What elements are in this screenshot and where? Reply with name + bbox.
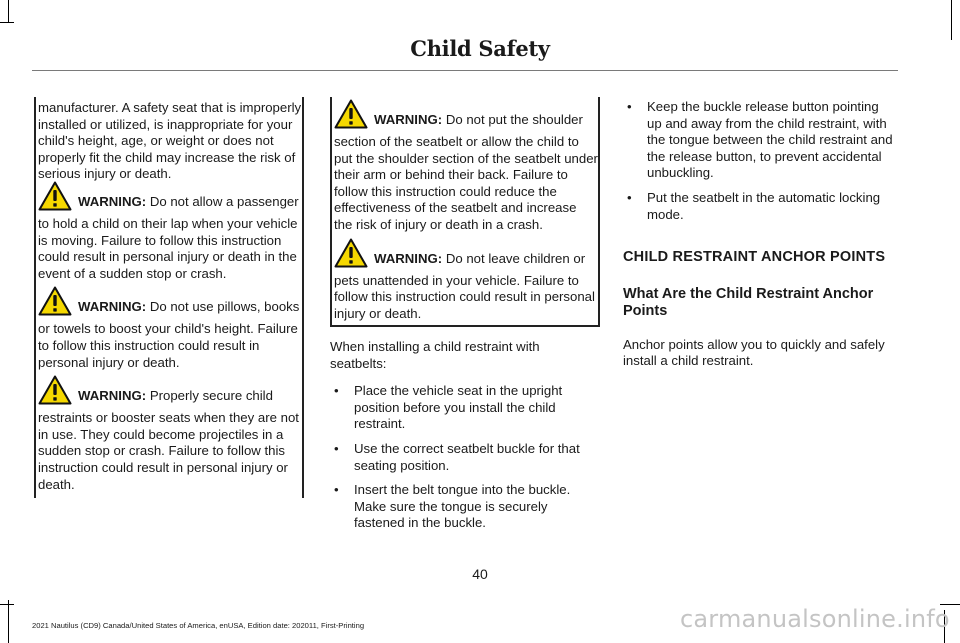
page-title: Child Safety	[410, 36, 550, 61]
warning-text: section of the seatbelt or allow the child to put the shoulder section of the seatbelt under their arm or behind their back. Failure to follow this instruction could reduce the effectiveness of the seatbelt and increase the risk of injury or death in a crash.	[334, 134, 598, 232]
crop-mark	[8, 0, 9, 22]
column-middle-lower	[330, 339, 594, 540]
warning-text: Do not leave children or	[445, 250, 586, 266]
warning-icon	[38, 181, 72, 211]
warning-label: WARNING:	[78, 193, 147, 209]
crop-mark	[951, 0, 952, 40]
list-item: • Use the correct seatbelt buckle for that seating position.	[330, 441, 594, 474]
warning-text: or towels to boost your child's height. Failure to follow this instruction could result in personal injury or death.	[38, 321, 298, 370]
crop-mark	[0, 22, 14, 23]
warning-icon	[38, 375, 72, 405]
column-right	[623, 99, 895, 381]
list-item: • Place the vehicle seat in the upright position before you install the child restraint.	[330, 383, 594, 433]
body-text: When installing a child restraint with seatbelts:	[330, 339, 540, 371]
page-number: 40	[472, 566, 488, 582]
list-item: • Put the seatbelt in the automatic locking mode.	[623, 190, 895, 223]
warning-text: restraints or booster seats when they are not in use. They could become projectiles in a sudden stop or crash. Failure to follow this instruction could result in personal injury or death.	[38, 410, 299, 492]
list-item: • Keep the buckle release button pointing up and away from the child restraint, with the tongue between the child restraint and the release button, to prevent accidental unbuckling.	[623, 99, 895, 182]
crop-mark	[0, 604, 14, 605]
warning-text: to hold a child on their lap when your vehicle is moving. Failure to follow this instruction could result in personal injury or death in the event of a sudden stop or crash.	[38, 215, 298, 281]
warning-block	[334, 112, 598, 234]
warning-block	[38, 194, 302, 282]
warning-icon	[334, 99, 368, 129]
warning-label: WARNING:	[374, 250, 443, 266]
warning-text: Properly secure child	[149, 388, 273, 404]
warning-block	[38, 299, 302, 371]
column-left	[38, 100, 302, 510]
footer-text: 2021 Nautilus (CD9) Canada/United States of America, enUSA, Edition date: 202011, First-Printing	[32, 621, 365, 630]
section-heading: CHILD RESTRAINT ANCHOR POINTS	[623, 249, 886, 266]
warning-text: Do not use pillows, books	[149, 299, 300, 315]
warning-label: WARNING:	[78, 299, 147, 315]
warning-text: pets unattended in your vehicle. Failure to follow this instruction could result in personal injury or death.	[334, 272, 595, 321]
warning-icon	[334, 238, 368, 268]
watermark: carmanualsonline.info	[680, 605, 950, 633]
warning-block	[38, 388, 302, 493]
subsection-heading: What Are the Child Restraint Anchor Points	[623, 285, 874, 319]
crop-mark	[8, 600, 9, 643]
body-text: Anchor points allow you to quickly and safely install a child restraint.	[623, 336, 885, 369]
intro-text: manufacturer. A safety seat that is improperly installed or utilized, is inappropriate for your child's height, age, or weight or does not properly fit the child may increase the risk of serious injury or death.	[38, 100, 302, 182]
warning-text: Do not allow a passenger	[149, 193, 299, 209]
warning-label: WARNING:	[78, 388, 147, 404]
title-divider	[32, 70, 898, 71]
warning-block	[334, 251, 598, 323]
list-item: • Insert the belt tongue into the buckle. Make sure the tongue is securely fastened in the buckle.	[330, 482, 594, 532]
warning-label: WARNING:	[374, 112, 443, 127]
column-middle	[334, 112, 598, 339]
warning-icon	[38, 286, 72, 316]
warning-text: Do not put the shoulder	[445, 112, 583, 127]
